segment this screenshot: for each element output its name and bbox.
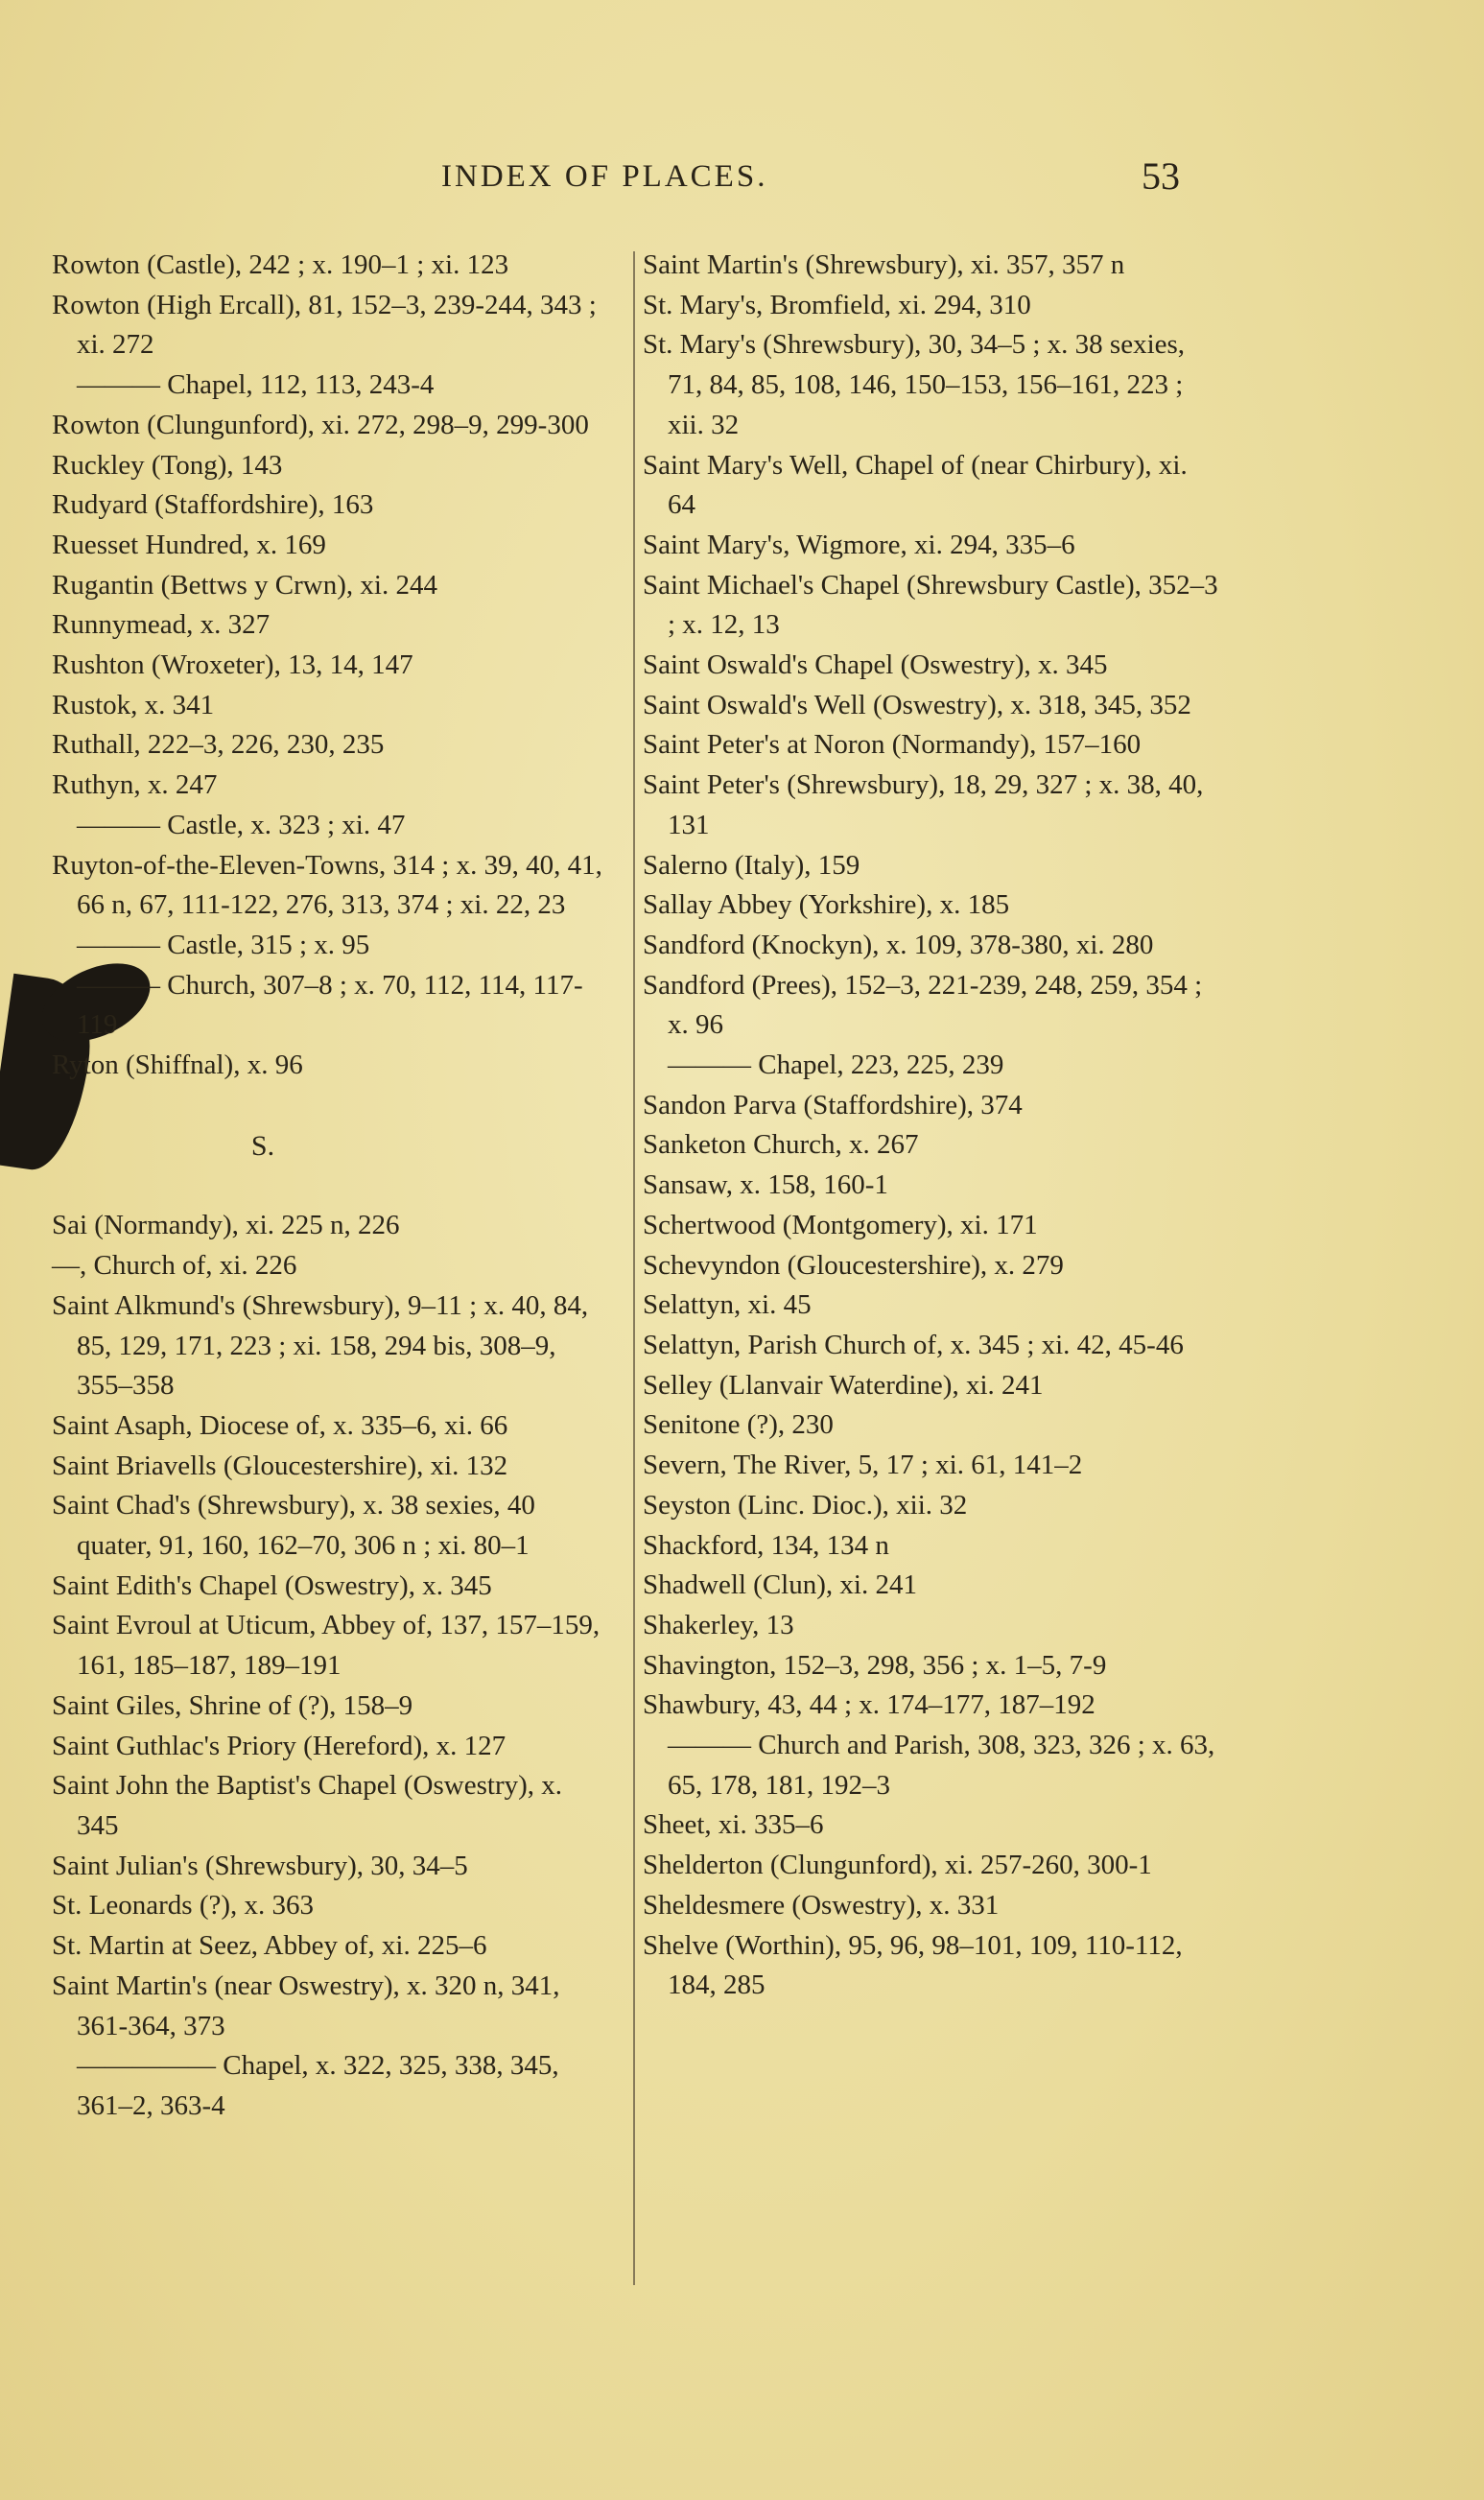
index-entry: ——— Castle, x. 323 ; xi. 47 (77, 809, 406, 840)
index-entry: Seyston (Linc. Dioc.), xii. 32 (643, 1489, 968, 1521)
index-entry: Rugantin (Bettws y Crwn), xi. 244 (52, 569, 437, 601)
index-entry: Saint John the Baptist's Chapel (Oswestry), x. 345 (52, 1770, 563, 1841)
index-entry: Saint Guthlac's Priory (Hereford), x. 127 (52, 1730, 506, 1761)
index-entry: Saint Julian's (Shrewsbury), 30, 34–5 (52, 1850, 468, 1881)
index-entry: Saint Mary's, Wigmore, xi. 294, 335–6 (643, 529, 1075, 560)
index-entry: Saint Edith's Chapel (Oswestry), x. 345 (52, 1569, 492, 1601)
index-entry: Shelderton (Clungunford), xi. 257-260, 300-1 (643, 1850, 1152, 1881)
index-entry: Sheet, xi. 335–6 (643, 1809, 824, 1841)
index-entry: Schevyndon (Gloucestershire), x. 279 (643, 1249, 1064, 1281)
index-entry: Sai (Normandy), xi. 225 n, 226 (52, 1210, 400, 1241)
index-entry: Saint Oswald's Chapel (Oswestry), x. 345 (643, 649, 1108, 681)
index-entry: Shadwell (Clun), xi. 241 (643, 1569, 917, 1601)
index-entry: Sheldesmere (Oswestry), x. 331 (643, 1889, 1000, 1921)
index-entry: Saint Giles, Shrine of (?), 158–9 (52, 1689, 413, 1721)
page-header (0, 153, 1484, 211)
index-entry: Sansaw, x. 158, 160-1 (643, 1169, 888, 1201)
index-entry: ——— Church, 307–8 ; x. 70, 112, 114, 117-119 (77, 969, 583, 1041)
index-entry: Shawbury, 43, 44 ; x. 174–177, 187–192 (643, 1689, 1095, 1721)
index-entry: Ruthall, 222–3, 226, 230, 235 (52, 729, 385, 761)
index-entry: Selattyn, xi. 45 (643, 1289, 812, 1321)
running-title: INDEX OF PLACES. (441, 159, 768, 194)
index-entry: Rowton (Castle), 242 ; x. 190–1 ; xi. 123 (52, 249, 509, 280)
index-entry: Rowton (Clungunford), xi. 272, 298–9, 299-300 (52, 409, 589, 440)
index-entry: Saint Evroul at Uticum, Abbey of, 137, 157–159, 161, 185–187, 189–191 (52, 1610, 601, 1682)
index-entry: ——— Church and Parish, 308, 323, 326 ; x. 63, 65, 178, 181, 192–3 (668, 1730, 1215, 1801)
index-entry: Shelve (Worthin), 95, 96, 98–101, 109, 110-112, 184, 285 (643, 1929, 1183, 2001)
index-entry: Ruesset Hundred, x. 169 (52, 529, 326, 560)
index-entry: Shakerley, 13 (643, 1609, 794, 1640)
index-entry: Ruckley (Tong), 143 (52, 449, 283, 481)
index-entry: Sandford (Prees), 152–3, 221-239, 248, 259, 354 ; x. 96 (643, 969, 1203, 1041)
index-entry: Saint Peter's at Noron (Normandy), 157–160 (643, 729, 1142, 761)
index-entry: Senitone (?), 230 (643, 1409, 834, 1441)
index-entry: Sallay Abbey (Yorkshire), x. 185 (643, 889, 1010, 921)
index-entry: Rushton (Wroxeter), 13, 14, 147 (52, 649, 413, 681)
index-entry: Sandford (Knockyn), x. 109, 378-380, xi. 280 (643, 929, 1154, 960)
index-entry: Severn, The River, 5, 17 ; xi. 61, 141–2 (643, 1450, 1083, 1481)
index-entry: Shackford, 134, 134 n (643, 1529, 889, 1561)
index-entry: ——— Chapel, 112, 113, 243-4 (77, 369, 435, 401)
index-entry: Saint Briavells (Gloucestershire), xi. 132 (52, 1450, 508, 1481)
index-entry: Rowton (High Ercall), 81, 152–3, 239-244, 343 ; xi. 272 (52, 289, 597, 361)
index-entry: Ruyton-of-the-Eleven-Towns, 314 ; x. 39, 40, 41, 66 n, 67, 111-122, 276, 313, 374 ; xi. 22, 23 (52, 849, 602, 921)
index-entry: St. Martin at Seez, Abbey of, xi. 225–6 (52, 1930, 487, 1962)
index-entry: Rudyard (Staffordshire), 163 (52, 489, 374, 521)
index-entry: St. Leonards (?), x. 363 (52, 1890, 315, 1922)
index-entry: Selattyn, Parish Church of, x. 345 ; xi. 42, 45-46 (643, 1329, 1184, 1360)
index-entry: Selley (Llanvair Waterdine), xi. 241 (643, 1369, 1044, 1401)
index-entry: ——— Chapel, 223, 225, 239 (668, 1050, 1004, 1081)
index-entry: Ryton (Shiffnal), x. 96 (52, 1050, 303, 1081)
right-column (643, 246, 1218, 2006)
index-entry: Saint Asaph, Diocese of, x. 335–6, xi. 66 (52, 1409, 508, 1441)
left-column (52, 246, 608, 2127)
index-entry: Saint Martin's (near Oswestry), x. 320 n, 341, 361-364, 373 (52, 1969, 560, 2041)
index-entry: Saint Mary's Well, Chapel of (near Chirbury), xi. 64 (643, 449, 1188, 521)
section-heading: S. (250, 1129, 275, 1162)
index-entry: Salerno (Italy), 159 (643, 849, 860, 881)
index-entry: Saint Chad's (Shrewsbury), x. 38 sexies, 40 quater, 91, 160, 162–70, 306 n ; xi. 80–1 (52, 1490, 535, 1562)
index-entry: Saint Martin's (Shrewsbury), xi. 357, 357 n (643, 249, 1125, 280)
index-entry: Saint Peter's (Shrewsbury), 18, 29, 327 ; x. 38, 40, 131 (643, 769, 1204, 840)
index-entry: Ruthyn, x. 247 (52, 769, 218, 801)
index-entry: St. Mary's (Shrewsbury), 30, 34–5 ; x. 38 sexies, 71, 84, 85, 108, 146, 150–153, 156–161, 223 ; xii. 32 (643, 329, 1186, 440)
index-entry: Schertwood (Montgomery), xi. 171 (643, 1209, 1038, 1240)
index-entry: —, Church of, xi. 226 (52, 1250, 297, 1282)
index-entry: Saint Oswald's Well (Oswestry), x. 318, 345, 352 (643, 689, 1191, 720)
column-divider (633, 251, 635, 2285)
index-entry: Saint Alkmund's (Shrewsbury), 9–11 ; x. 40, 84, 85, 129, 171, 223 ; xi. 158, 294 bis, 308–9, 355–358 (52, 1289, 589, 1402)
page-number: 53 (1142, 154, 1180, 198)
index-entry: Runnymead, x. 327 (52, 609, 271, 641)
index-entry: Saint Michael's Chapel (Shrewsbury Castle), 352–3 ; x. 12, 13 (643, 569, 1218, 641)
index-entry: ————— Chapel, x. 322, 325, 338, 345, 361–2, 363-4 (77, 2050, 559, 2121)
index-entry: ——— Castle, 315 ; x. 95 (77, 929, 370, 960)
index-entry: Sanketon Church, x. 267 (643, 1129, 919, 1161)
index-entry: Shavington, 152–3, 298, 356 ; x. 1–5, 7-9 (643, 1649, 1107, 1681)
index-entry: St. Mary's, Bromfield, xi. 294, 310 (643, 289, 1031, 320)
index-entry: Sandon Parva (Staffordshire), 374 (643, 1089, 1023, 1120)
index-entry: Rustok, x. 341 (52, 689, 215, 720)
